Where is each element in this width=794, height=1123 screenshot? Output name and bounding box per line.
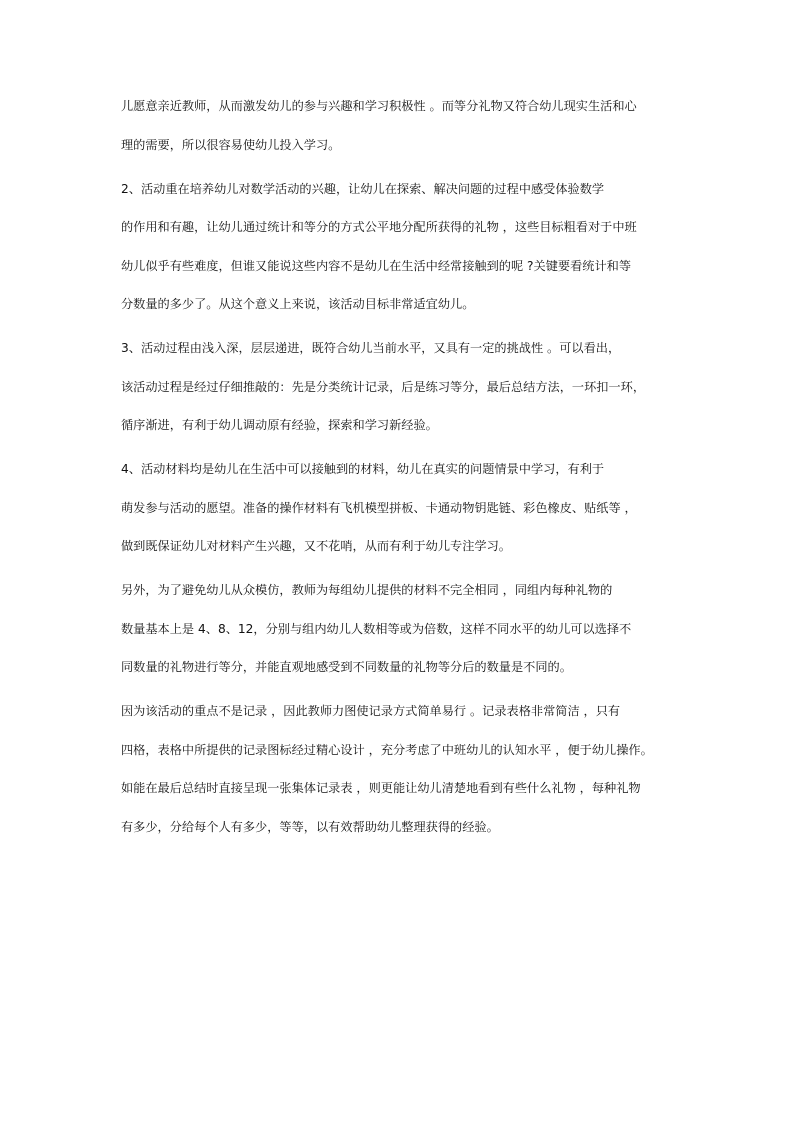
text-line: 同数量的礼物进行等分，并能直观地感受到不同数量的礼物等分后的数量是不同的。 (121, 660, 572, 674)
text-line: 萌发参与活动的愿望。准备的操作材料有飞机模型拼板、卡通动物钥匙链、彩色橡皮、贴纸等 ， (121, 500, 637, 515)
paragraph-3 (121, 338, 681, 435)
text-line: 数量基本上是 4、8、12，分别与组内幼儿人数相等或为倍数，这样不同水平的幼儿可以选择不 (121, 621, 632, 636)
text-line: 四格，表格中所提供的记录图标经过精心设计 ，充分考虑了中班幼儿的认知水平 ，便于幼儿操作。 (121, 742, 653, 757)
text-line: 幼儿似乎有些难度，但谁又能说这些内容不是幼儿在生活中经常接触到的呢 ?关键要看统计和等 (121, 258, 632, 273)
text-line: 2、活动重在培养幼儿对数学活动的兴趣，让幼儿在探索、解决问题的过程中感受体验数学 (121, 181, 605, 196)
text-line: 4、活动材料均是幼儿在生活中可以接触到的材料，幼儿在真实的问题情景中学习，有利于 (121, 462, 605, 476)
text-line: 因为该活动的重点不是记录 ，因此教师力图使记录方式简单易行 。记录表格非常简洁 ，只有 (121, 704, 621, 718)
paragraph-2 (121, 179, 681, 315)
text-line: 如能在最后总结时直接呈现一张集体记录表 ，则更能让幼儿清楚地看到有些什么礼物 ，每种礼物 (121, 781, 641, 795)
text-line: 该活动过程是经过仔细推敲的：先是分类统计记录，后是练习等分，最后总结方法，一环扣一环， (121, 379, 646, 394)
paragraph-5 (121, 580, 681, 677)
document-body (121, 96, 681, 837)
paragraph-4 (121, 459, 681, 556)
text-line: 3、活动过程由浅入深，层层递进，既符合幼儿当前水平，又具有一定的挑战性 。可以看出， (121, 341, 621, 355)
text-line: 另外，为了避免幼儿从众模仿，教师为每组幼儿提供的材料不完全相同 ，同组内每种礼物的 (121, 583, 613, 597)
paragraph-1 (121, 96, 681, 155)
text-line: 循序渐进，有利于幼儿调动原有经验，探索和学习新经验。 (121, 418, 438, 432)
text-line: 的作用和有趣，让幼儿通过统计和等分的方式公平地分配所获得的礼物 ，这些目标粗看对于中班 (121, 220, 637, 234)
text-line: 有多少，分给每个人有多少，等等，以有效帮助幼儿整理获得的经验。 (121, 819, 499, 834)
text-line: 理的需要，所以很容易使幼儿投入学习。 (121, 137, 341, 152)
paragraph-6 (121, 701, 681, 837)
text-line: 分数量的多少了。从这个意义上来说，该活动目标非常适宜幼儿。 (121, 297, 475, 311)
text-line: 儿愿意亲近教师，从而激发幼儿的参与兴趣和学习积极性 。而等分礼物又符合幼儿现实生活和心 (121, 99, 637, 113)
text-line: 做到既保证幼儿对材料产生兴趣，又不花哨，从而有利于幼儿专注学习。 (121, 539, 511, 553)
